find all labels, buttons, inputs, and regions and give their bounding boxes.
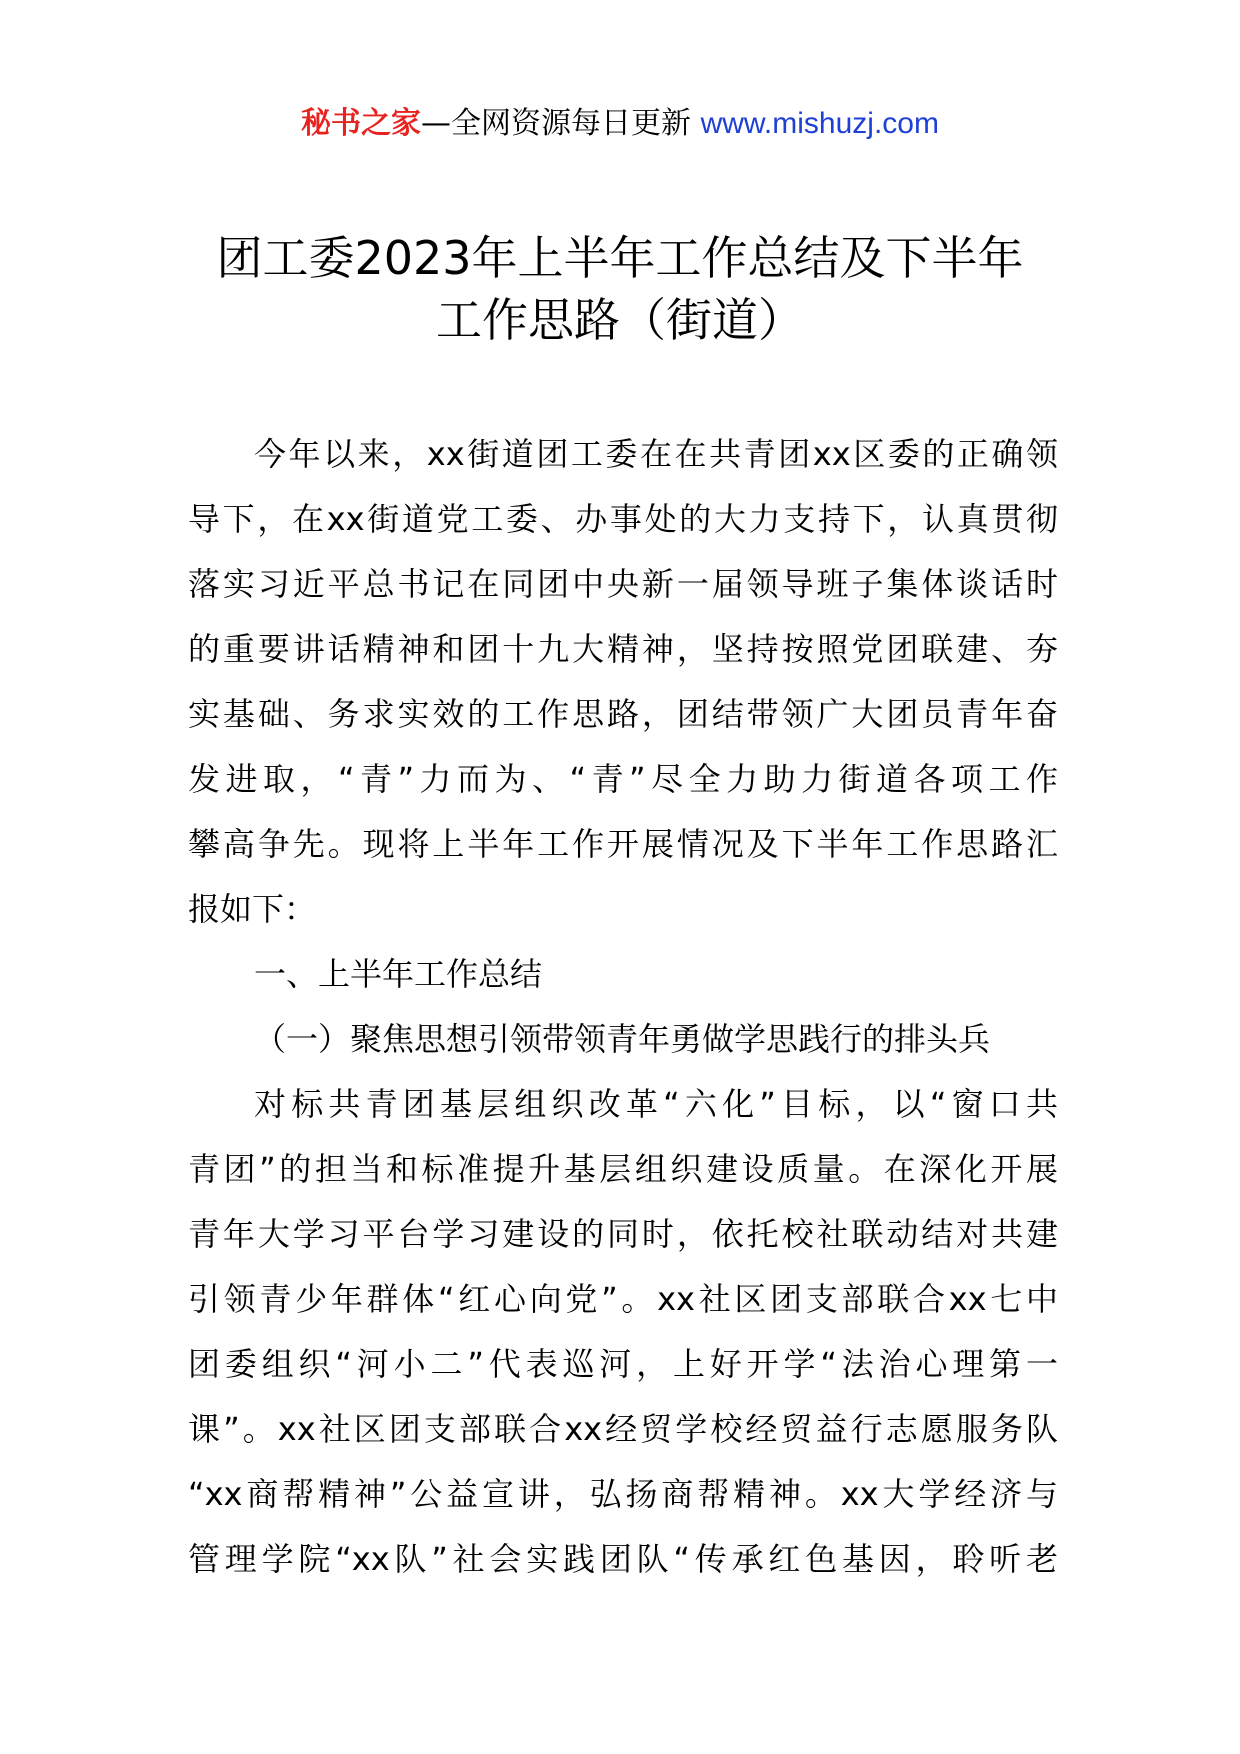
body-line: 导下，在xx街道党工委、办事处的大力支持下，认真贯彻 <box>188 500 1058 538</box>
body-line: “xx商帮精神”公益宣讲，弘扬商帮精神。xx大学经济与 <box>188 1475 1058 1513</box>
document-title-line-1: 团工委2023年上半年工作总结及下半年 <box>216 231 1024 285</box>
body-line: 实基础、务求实效的工作思路，团结带领广大团员青年奋 <box>188 695 1058 733</box>
site-tagline: —全网资源每日更新 <box>421 106 692 141</box>
body-line: 的重要讲话精神和团十九大精神，坚持按照党团联建、夯 <box>188 630 1058 668</box>
body-line: 青年大学习平台学习建设的同时，依托校社联动结对共建 <box>188 1215 1058 1253</box>
body-line: 落实习近平总书记在同团中央新一届领导班子集体谈话时 <box>188 565 1058 603</box>
document-title-line-2: 工作思路（街道） <box>436 293 804 347</box>
body-line: 对标共青团基层组织改革“六化”目标，以“窗口共 <box>254 1085 1058 1123</box>
section-heading: 一、上半年工作总结 <box>254 955 543 993</box>
site-brand: 秘书之家 <box>301 106 422 141</box>
body-line: 课”。xx社区团支部联合xx经贸学校经贸益行志愿服务队 <box>188 1410 1058 1448</box>
site-header <box>0 102 1240 146</box>
site-url-link[interactable]: www.mishuzj.com <box>700 107 939 140</box>
body-line: 报如下： <box>188 890 317 928</box>
document-body <box>188 422 1058 1592</box>
body-line: 发进取，“青”力而为、“青”尽全力助力街道各项工作 <box>188 760 1058 798</box>
body-line: 今年以来，xx街道团工委在在共青团xx区委的正确领 <box>254 435 1058 473</box>
body-line: 管理学院“xx队”社会实践团队“传承红色基因，聆听老 <box>188 1540 1058 1578</box>
body-line: 引领青少年群体“红心向党”。xx社区团支部联合xx七中 <box>188 1280 1058 1318</box>
subsection-heading: （一）聚焦思想引领带领青年勇做学思践行的排头兵 <box>254 1020 991 1058</box>
body-line: 团委组织“河小二”代表巡河，上好开学“法治心理第一 <box>188 1345 1058 1383</box>
body-line: 青团”的担当和标准提升基层组织建设质量。在深化开展 <box>188 1150 1058 1188</box>
body-line: 攀高争先。现将上半年工作开展情况及下半年工作思路汇 <box>188 825 1058 863</box>
